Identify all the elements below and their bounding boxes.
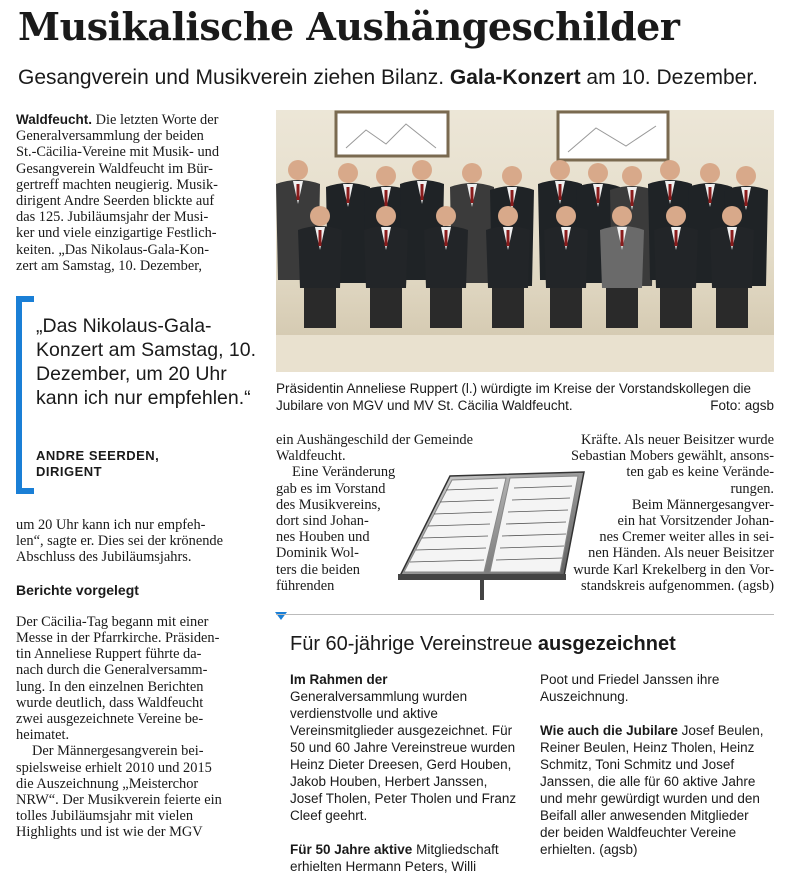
body-line: Der Cäcilia-Tag begann mit einer (16, 613, 209, 630)
body-line: um 20 Uhr kann ich nur empfeh- (16, 517, 206, 533)
body-line: nes Houben und (276, 529, 370, 546)
box-lead: Wie auch die Jubilare (540, 723, 678, 738)
body-line: Kräfte. Als neuer Beisitzer wurde (580, 432, 774, 448)
info-box (276, 614, 774, 874)
body-line: nes Cremer weiter alles in sei- (599, 529, 774, 546)
body-line: ein Aushängeschild der Gemeinde (276, 432, 474, 448)
quote-accent-top (16, 296, 34, 302)
subhead-text: Gesangverein und Musikverein ziehen Bilanz. (18, 66, 450, 89)
body-line: rungen. (730, 480, 774, 497)
box-paragraph (540, 671, 768, 705)
intro-line: Generalversammlung der beiden (16, 128, 204, 145)
article-column-1-bottom (16, 517, 260, 841)
body-line: zwei ausgezeichnete Vereine be- (16, 711, 204, 728)
body-line: ein hat Vorsitzender Johan- (617, 513, 774, 530)
body-line: die Auszeichnung „Meisterchor (16, 775, 199, 792)
body-line: Eine Veränderung (292, 464, 396, 481)
box-title (290, 633, 676, 656)
body-line: Abschluss des Jubiläumsjahrs. (16, 549, 192, 566)
intro-line: ker und viele einzigartige Festlich- (16, 225, 217, 242)
caption-text: Präsidentin Anneliese Ruppert (l.) würdigte im Kreise der Vorstandskollegen die Jubilare von MGV und MV St. Cäcilia Waldfeucht. (276, 381, 752, 413)
body-line: dort sind Johan- (276, 513, 369, 530)
box-text: Mitgliedschaft erhielten Hermann Peters, Willi (290, 842, 499, 874)
intro-line: Gesangverein Waldfeucht im Bür- (16, 160, 213, 177)
body-line: führenden (276, 577, 335, 594)
body-line: NRW“. Der Musikverein feierte ein (16, 792, 222, 809)
body-line: nen Händen. Als neuer Beisitzer (588, 545, 774, 562)
subhead-text-end: am 10. Dezember. (580, 66, 759, 89)
box-lead: Im Rahmen der (290, 672, 388, 687)
intro-line: das 125. Jubiläumsjahr der Musi- (16, 209, 209, 226)
intro-line: St.-Cäcilia-Vereine mit Musik- und (16, 144, 220, 161)
article-column-1-top (16, 112, 260, 274)
intro-line: keiten. „Das Nikolaus-Gala-Kon- (16, 241, 210, 258)
quote-author-name: ANDRE SEERDEN, (36, 448, 160, 463)
body-line: ten gab es keine Verände- (626, 464, 774, 481)
pull-quote (16, 296, 260, 494)
box-column-left (290, 671, 518, 892)
body-line: wurde Karl Krekelberg in den Vor- (573, 561, 774, 578)
body-line: Highlights und ist wie der MGV (16, 824, 203, 841)
body-line: ters die beiden (276, 561, 360, 578)
body-line: Der Männergesangverein bei- (32, 743, 204, 760)
box-text: Generalversammlung wurden verdienstvolle und aktive Vereinsmitglieder ausgezeichnet. Für 50 und 60 Jahre Vereinstreue wurden Heinz Dieter Dreesen, Gerd Houben, Jakob Houben, Herbert Janssen, Josef Tholen, Peter Tholen und Franz Cleef geehrt. (290, 689, 517, 823)
body-line: wurde deutlich, dass Waldfeucht (16, 694, 204, 711)
box-text: Josef Beulen, Reiner Beulen, Heinz Tholen, Heinz Schmitz, Toni Schmitz und Josef Janssen, die alle für 60 aktive Jahre und mehr gewürdigt wurden und den Beifall aller anwesenden Mitglieder der beiden Waldfeuchter Vereine erhielten. (agsb) (540, 723, 764, 857)
body-line: des Musikvereins, (276, 496, 381, 513)
box-title-regular: Für 60-jährige Vereinstreue (290, 633, 538, 655)
quote-author (36, 448, 236, 480)
photo-caption (276, 380, 774, 414)
body-line: Dominik Wol- (276, 545, 359, 562)
body-line: Beim Männergesangver- (631, 496, 774, 513)
headline: Musikalische Aushängeschilder (18, 4, 680, 49)
quote-text: „Das Nikolaus-Gala-Konzert am Samstag, 10. Dezember, um 20 Uhr kann ich nur empfehlen.“ (36, 315, 257, 409)
box-column-right (540, 671, 768, 875)
body-line: nach durch die Generalversamm- (16, 662, 208, 679)
body-line: gab es im Vorstand (276, 480, 386, 497)
body-line: Sebastian Mobers gewählt, ansons- (570, 448, 774, 465)
quote-author-role: DIRIGENT (36, 464, 103, 479)
photo-credit: Foto: agsb (710, 398, 774, 413)
quote-accent-bar (16, 296, 22, 494)
box-lead: Für 50 Jahre aktive (290, 842, 413, 857)
body-line: Waldfeucht. (276, 448, 346, 465)
dateline: Waldfeucht. (16, 112, 92, 127)
body-line: lung. In den einzelnen Berichten (16, 678, 204, 695)
body-line: Messe in der Pfarrkirche. Präsiden- (16, 630, 220, 647)
subhead-bold: Gala-Konzert (449, 66, 581, 89)
intro-line: Die letzten Worte der (92, 112, 219, 128)
intro-line: dirigent Andre Seerden blickte auf (16, 193, 215, 210)
quote-accent-bottom (16, 488, 34, 494)
body-line: standskreis aufgenommen. (agsb) (580, 577, 774, 594)
subhead (18, 66, 758, 90)
body-line: heimatet. (16, 727, 70, 744)
music-stand-icon (380, 468, 600, 600)
body-line: len“, sagte er. Dies sei der krönende (16, 533, 223, 550)
music-stand-image (380, 468, 600, 600)
box-text: Poot und Friedel Janssen ihre Auszeichnung. (540, 672, 720, 704)
body-line: spielsweise erhielt 2010 und 2015 (16, 759, 212, 776)
box-paragraph (290, 671, 518, 824)
subheading: Berichte vorgelegt (16, 581, 139, 598)
box-paragraph (540, 722, 768, 858)
box-title-bold: ausgezeichnet (537, 633, 676, 655)
intro-line: gertreff machten neugierig. Musik- (16, 176, 218, 193)
body-line: tolles Jubiläumsjahr mit vielen (16, 808, 194, 825)
intro-line: zert am Samstag, 10. Dezember, (16, 257, 203, 274)
body-line: tin Anneliese Ruppert führte da- (16, 646, 202, 663)
group-photo-illustration (276, 110, 774, 372)
group-photo (276, 110, 774, 372)
